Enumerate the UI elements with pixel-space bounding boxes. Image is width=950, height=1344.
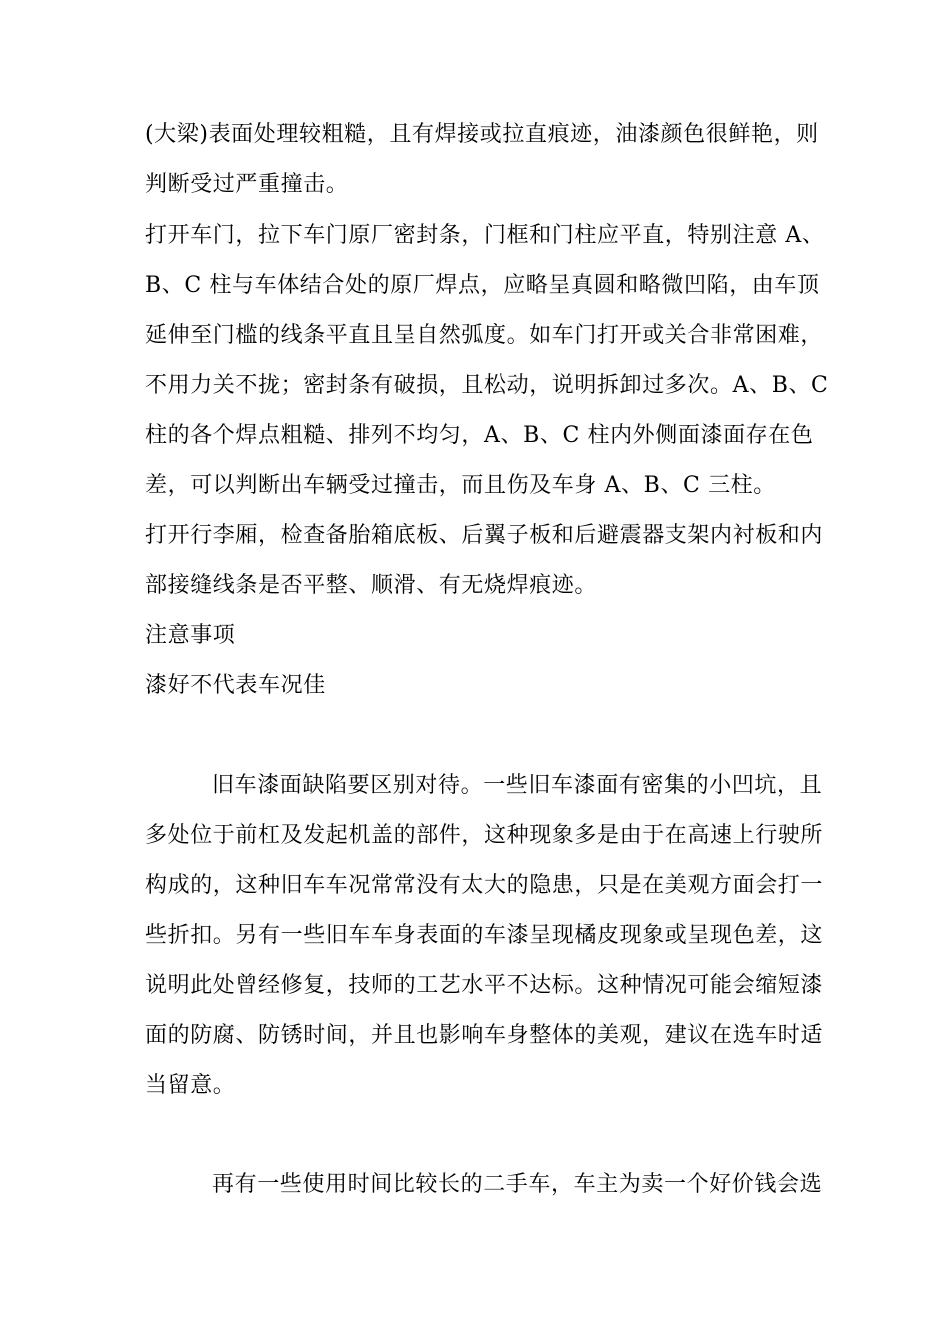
paragraph-line: 打开车门，拉下车门原厂密封条，门框和门柱应平直，特别注意 A、 bbox=[145, 223, 825, 248]
paragraph-line: 不用力关不拢；密封条有破损，且松动，说明拆卸过多次。A、B、C bbox=[145, 373, 829, 398]
paragraph-line: 构成的，这种旧车车况常常没有太大的隐患，只是在美观方面会打一 bbox=[145, 873, 824, 898]
paragraph-line: 延伸至门槛的线条平直且呈自然弧度。如车门打开或关合非常困难， bbox=[145, 323, 824, 348]
paragraph-line: 部接缝线条是否平整、顺滑、有无烧焊痕迹。 bbox=[145, 573, 598, 598]
paragraph-line: 当留意。 bbox=[145, 1073, 236, 1098]
paragraph-line: 判断受过严重撞击。 bbox=[145, 172, 349, 197]
paragraph-line: 些折扣。另有一些旧车车身表面的车漆呈现橘皮现象或呈现色差，这 bbox=[145, 923, 824, 948]
paragraph-line: 柱的各个焊点粗糙、排列不均匀，A、B、C 柱内外侧面漆面存在色 bbox=[145, 423, 814, 448]
paragraph-line: 多处位于前杠及发起机盖的部件，这种现象多是由于在高速上行驶所 bbox=[145, 823, 824, 848]
paragraph-line-indented: 旧车漆面缺陷要区别对待。一些旧车漆面有密集的小凹坑，且 bbox=[212, 773, 823, 798]
paragraph-line: 说明此处曾经修复，技师的工艺水平不达标。这种情况可能会缩短漆 bbox=[145, 973, 824, 998]
subheading: 漆好不代表车况佳 bbox=[145, 673, 326, 698]
paragraph-line: (大梁)表面处理较粗糙，且有焊接或拉直痕迹，油漆颜色很鲜艳，则 bbox=[145, 122, 819, 147]
section-heading: 注意事项 bbox=[145, 623, 236, 648]
paragraph-line: 打开行李厢，检查备胎箱底板、后翼子板和后避震器支架内衬板和内 bbox=[145, 523, 824, 548]
paragraph-line-indented: 再有一些使用时间比较长的二手车，车主为卖一个好价钱会选 bbox=[212, 1172, 823, 1197]
paragraph-line: 差，可以判断出车辆受过撞击，而且伤及车身 A、B、C 三柱。 bbox=[145, 473, 776, 498]
paragraph-line: 面的防腐、防锈时间，并且也影响车身整体的美观，建议在选车时适 bbox=[145, 1023, 824, 1048]
paragraph-line: B、C 柱与车体结合处的原厂焊点，应略呈真圆和略微凹陷，由车顶 bbox=[145, 273, 820, 298]
